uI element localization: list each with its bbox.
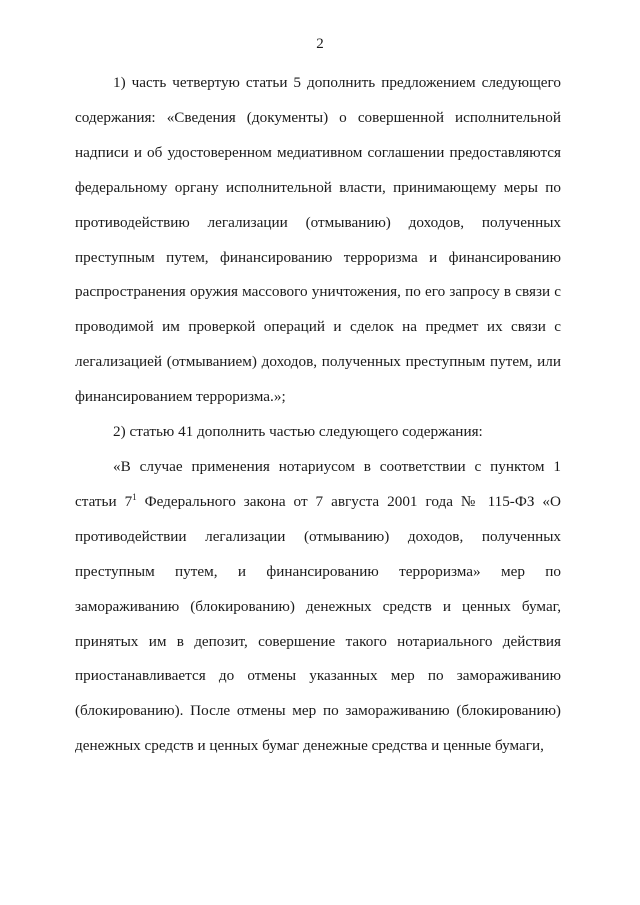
superscript-article: 1	[132, 491, 137, 502]
paragraph-amendment-2: 2) статью 41 дополнить частью следующего содержания:	[113, 423, 483, 441]
quoted-text-continued: Федерального закона от 7 августа 2001 года № 115-ФЗ «О противодействии легализации (отмыванию) доходов, полученных преступным путем, и финансированию терроризма» мер по замораживанию (блокированию) денежных средств и ценных бумаг, принятых им в депозит, совершение такого нотариального действия приостанавливается до отмены указанных мер по замораживанию (блокированию). После отмены мер по замораживанию (блокированию) денежных средств и ценных бумаг денежные средства и ценные бумаги,	[75, 492, 561, 755]
page-number: 2	[316, 36, 324, 52]
paragraph-quoted-text	[75, 450, 561, 764]
quoted-text-start: «В случае применения нотариусом в соответствии с пунктом 1 статьи 7	[75, 457, 561, 510]
paragraph-amendment-1: 1) часть четвертую статьи 5 дополнить предложением следующего содержания: «Сведения (документы) о совершенной исполнительной надписи и об удостоверенном медиативном соглашении предоставляются федеральному органу исполнительной власти, принимающему меры по противодействию легализации (отмыванию) доходов, полученных преступным путем, финансированию терроризма и финансированию распространения оружия массового уничтожения, по его запросу в связи с проводимой им проверкой операций и сделок на предмет их связи с легализацией (отмыванием) доходов, полученных преступным путем, или финансированием терроризма.»;	[75, 74, 561, 406]
document-body	[75, 66, 561, 764]
